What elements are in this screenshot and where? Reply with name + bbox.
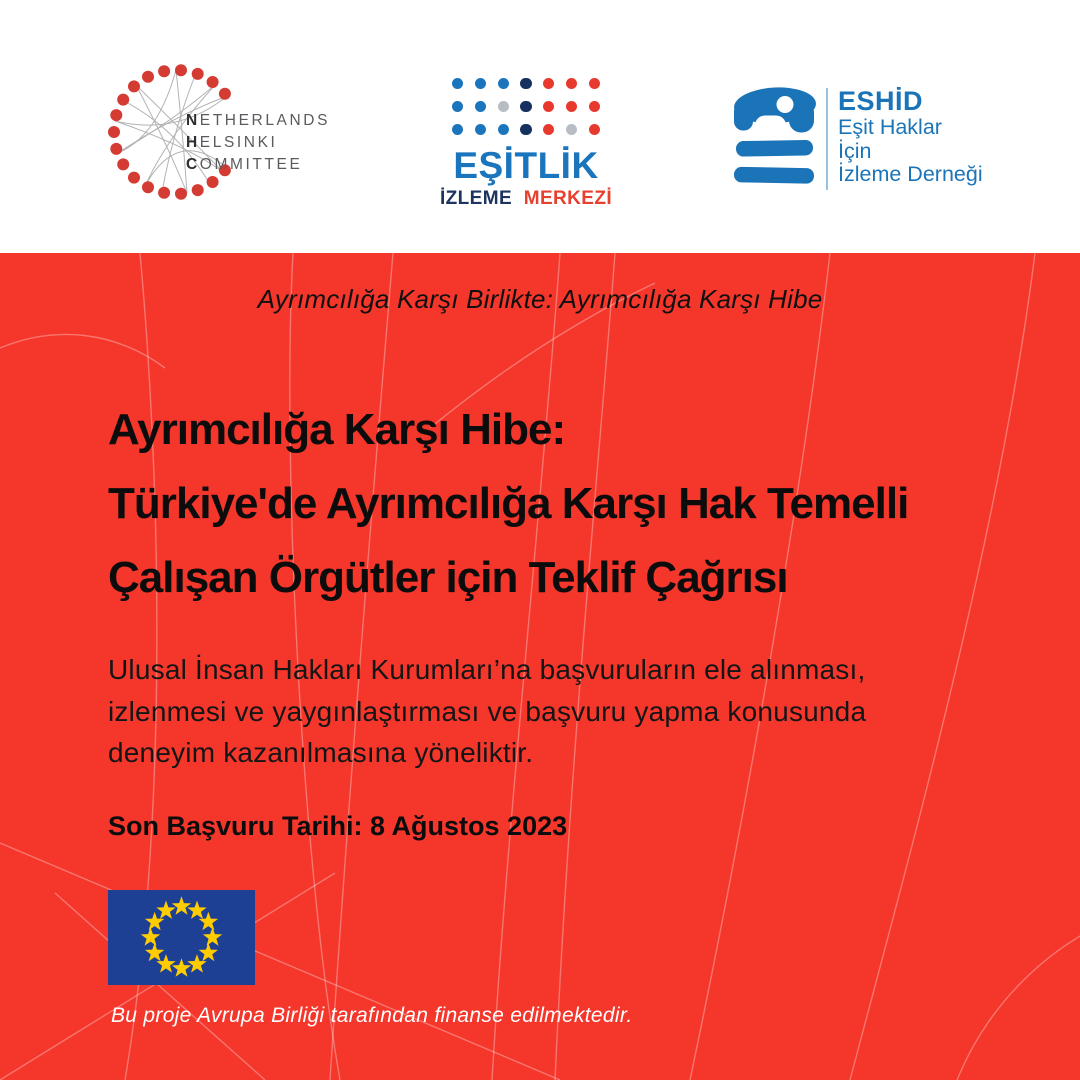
nhc-name-line-3: COMMITTEE — [186, 156, 303, 173]
red-section — [0, 253, 1080, 1080]
description-line-2: izlenmesi ve yaygınlaştırması ve başvuru yapma konusunda — [108, 695, 867, 727]
dot-red — [566, 101, 577, 112]
esitlik-subtitle-izleme: İZLEME — [439, 188, 513, 210]
dot-red — [543, 101, 554, 112]
nhc-dot — [110, 109, 122, 121]
esitlik-subtitle-merkezi: MERKEZİ — [523, 188, 613, 210]
description — [108, 649, 866, 774]
dot-blue — [475, 78, 486, 89]
dot-blue — [498, 124, 509, 135]
eu-flag — [108, 890, 255, 985]
nhc-dot — [219, 88, 231, 100]
nhc-name-line-2: HELSINKI — [186, 134, 278, 151]
nhc-dot — [117, 158, 129, 170]
nhc-dot — [142, 71, 154, 83]
nhc-dot — [192, 68, 204, 80]
eshid-line-2: İçin — [838, 138, 872, 163]
dot-navy — [520, 78, 531, 89]
logo-band — [0, 0, 1080, 253]
esitlik-dot-row — [452, 101, 600, 112]
dot-blue — [475, 124, 486, 135]
heading-line-3: Çalışan Örgütler için Teklif Çağrısı — [108, 553, 788, 602]
dot-red — [543, 78, 554, 89]
heading-line-2: Türkiye'de Ayrımcılığa Karşı Hak Temelli — [108, 479, 909, 528]
nhc-wordmark — [186, 110, 330, 176]
nhc-dot — [108, 126, 120, 138]
nhc-dot — [192, 184, 204, 196]
dot-gray — [498, 101, 509, 112]
dot-red — [589, 78, 600, 89]
eshid-line-1: Eşit Haklar — [838, 115, 942, 139]
nhc-name-line-1: NETHERLANDS — [186, 112, 331, 129]
nhc-dot — [128, 80, 140, 92]
tagline: Ayrımcılığa Karşı Birlikte: Ayrımcılığa Karşı Hibe — [257, 284, 823, 314]
description-line-3: deneyim kazanılmasına yöneliktir. — [108, 737, 534, 768]
funding-note: Bu proje Avrupa Birliği tarafından finanse edilmektedir. — [111, 1004, 633, 1027]
page-title — [108, 393, 908, 615]
deadline-text: Son Başvuru Tarihi: 8 Ağustos 2023 — [108, 811, 568, 841]
eshid-name: ESHİD — [838, 86, 924, 116]
dot-blue — [452, 124, 463, 135]
esitlik-title: EŞİTLİK — [453, 145, 599, 187]
nhc-dot — [142, 181, 154, 193]
dot-navy — [520, 101, 531, 112]
dot-red — [589, 124, 600, 135]
heading-line-1: Ayrımcılığa Karşı Hibe: — [108, 405, 566, 454]
dot-red — [566, 78, 577, 89]
dot-blue — [475, 101, 486, 112]
nhc-dot — [158, 65, 170, 77]
eshid-wordmark — [838, 86, 983, 187]
nhc-dot — [158, 187, 170, 199]
esitlik-dot-row — [452, 124, 600, 135]
esitlik-dots-icon — [452, 78, 600, 146]
nhc-dot — [128, 172, 140, 184]
nhc-dot — [175, 64, 187, 76]
dot-gray — [566, 124, 577, 135]
nhc-dot — [175, 188, 187, 200]
esitlik-dot-row — [452, 78, 600, 89]
nhc-dot — [207, 76, 219, 88]
esitlik-subtitle — [440, 188, 612, 210]
eshid-icon — [730, 82, 820, 188]
dot-red — [589, 101, 600, 112]
eshid-divider — [826, 88, 828, 190]
dot-blue — [452, 101, 463, 112]
nhc-dot — [207, 176, 219, 188]
esitlik-logo — [438, 78, 614, 210]
nhc-dot — [110, 143, 122, 155]
dot-blue — [498, 78, 509, 89]
dot-blue — [452, 78, 463, 89]
eshid-line-3: İzleme Derneği — [838, 162, 983, 186]
dot-red — [543, 124, 554, 135]
nhc-dot — [117, 94, 129, 106]
dot-navy — [520, 124, 531, 135]
description-line-1: Ulusal İnsan Hakları Kurumları’na başvuruların ele alınması, — [108, 654, 866, 685]
